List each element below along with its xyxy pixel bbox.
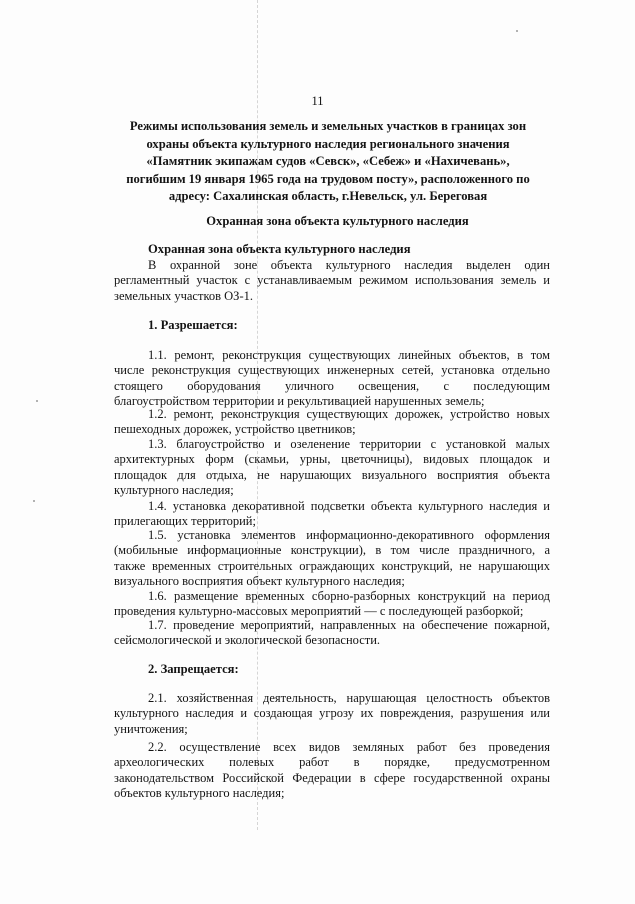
forbidden-item-2-2 (114, 740, 550, 802)
paragraph-line: архитектурных форм (скамьи, урны, цветочницы), видовых площадок и (114, 452, 550, 467)
document-title (108, 118, 548, 206)
paragraph-line: законодательством Российской Федерации в сфере государственной охраны (114, 770, 550, 785)
paragraph-line: 1.2. ремонт, реконструкция существующих дорожек, устройство новых (148, 407, 550, 421)
paragraph-line: 1.6. размещение временных сборно-разборных конструкций на период (148, 589, 550, 603)
paragraph-line: сейсмологической и экологической безопасности. (114, 633, 381, 648)
paragraph-line: земельных участков ОЗ-1. (114, 288, 253, 303)
paragraph-line: благоустройством территории и рекультивацией нарушенных земель; (114, 394, 485, 409)
allowed-item-1-6 (114, 589, 550, 620)
paragraph-line: числе реконструкция существующих инженерных сетей, установка отдельно (114, 363, 550, 378)
paragraph-line: пешеходных дорожек, устройство цветников; (114, 422, 356, 437)
intro-heading: Охранная зона объекта культурного наследия (148, 242, 411, 256)
paragraph-line: проведения культурно-массовых мероприятий — с последующей разборкой; (114, 604, 524, 619)
allowed-item-1-2 (114, 407, 550, 438)
paragraph-line: 2.2. осуществление всех видов земляных работ без проведения (148, 740, 550, 754)
scan-speck (33, 500, 35, 502)
paragraph-line: регламентный участок с устанавливаемым режимом использования земель и (114, 273, 550, 288)
paragraph-line: 1.4. установка декоративной подсветки объекта культурного наследия и (148, 499, 550, 513)
title-line: «Памятник экипажам судов «Севск», «Себеж» и «Нахичевань», (146, 154, 510, 168)
allowed-item-1-5 (114, 528, 550, 590)
allowed-item-1-3 (114, 437, 550, 499)
title-line: Режимы использования земель и земельных участков в границах зон (129, 119, 527, 133)
title-line: адресу: Сахалинская область, г.Невельск, ул. Береговая (168, 189, 488, 203)
zone-heading: Охранная зона объекта культурного наследия (206, 214, 469, 228)
paragraph-line: визуального восприятия объект культурного наследия; (114, 574, 405, 589)
title-line: охраны объекта культурного наследия регионального значения (146, 136, 510, 151)
paragraph-line: площадок для отдыха, не нарушающих визуального восприятия объекта (114, 467, 550, 482)
paragraph-line: археологических полевых работ в порядке, предусмотренном (114, 755, 550, 770)
paragraph-line: культурного наследия и создающая угрозу их повреждения, разрушения или (114, 706, 550, 721)
allowed-heading: 1. Разрешается: (148, 318, 238, 332)
forbidden-item-2-1 (114, 691, 550, 737)
allowed-item-1-4 (114, 499, 550, 530)
allowed-item-1-1 (114, 348, 550, 410)
paragraph-line: прилегающих территорий; (114, 514, 256, 529)
paragraph-line: В охранной зоне объекта культурного наследия выделен один (148, 258, 550, 272)
paragraph-line: культурного наследия; (114, 483, 234, 498)
paragraph-line: также временных строительных ограждающих конструкций, не нарушающих (114, 558, 550, 573)
allowed-item-1-7 (114, 618, 550, 649)
forbidden-heading: 2. Запрещается: (148, 662, 239, 676)
intro-paragraph (114, 258, 550, 304)
scan-speck (36, 400, 38, 402)
paragraph-line: 2.1. хозяйственная деятельность, нарушающая целостность объектов (148, 691, 550, 705)
paragraph-line: 1.5. установка элементов информационно-декоративного оформления (148, 528, 550, 542)
paragraph-line: объектов культурного наследия; (114, 786, 285, 801)
page-number: 11 (311, 94, 324, 108)
paragraph-line: 1.7. проведение мероприятий, направленных на обеспечение пожарной, (148, 618, 550, 632)
paragraph-line: (мобильные информационные конструкции), в том числе праздничного, а (114, 543, 550, 558)
paragraph-line: уничтожения; (114, 721, 188, 736)
title-line: погибшим 19 января 1965 года на трудовом посту», расположенного по (126, 171, 530, 186)
paragraph-line: стоящего оборудования уличного освещения, с последующим (114, 378, 550, 393)
paragraph-line: 1.1. ремонт, реконструкция существующих линейных объектов, в том (148, 348, 550, 362)
paragraph-line: 1.3. благоустройство и озеленение территории с установкой малых (148, 437, 550, 451)
scan-speck (516, 30, 518, 32)
